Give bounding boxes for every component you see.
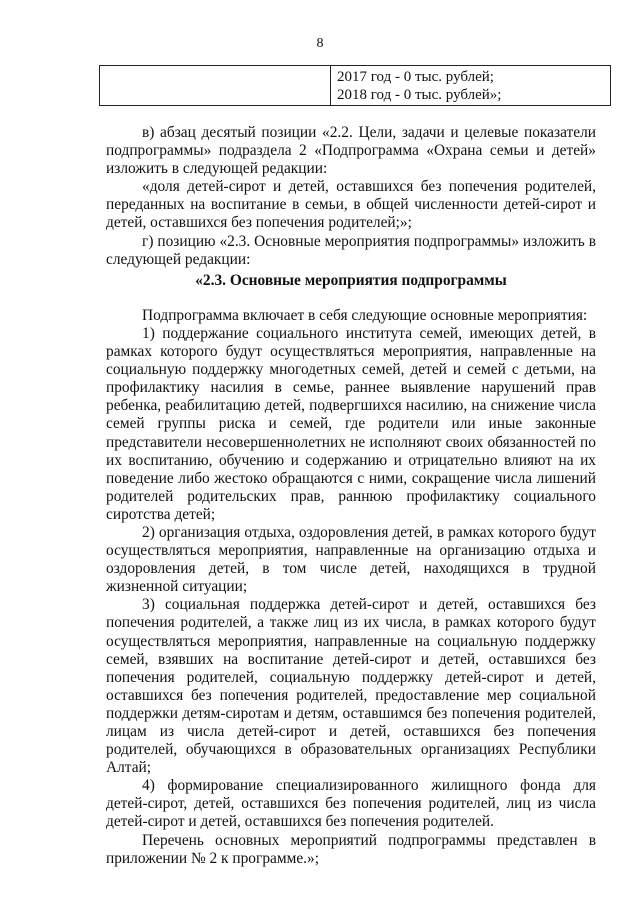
section-heading: «2.3. Основные мероприятия подпрограммы <box>195 271 507 289</box>
list-item-4: 4) формирование специализированного жилищного фонда для детей-сирот, детей, оставшихся без попечения родителей, лиц из числа детей-сирот и детей, оставшихся без попечения родителей. <box>106 777 596 831</box>
budget-table-fragment <box>99 65 611 106</box>
list-item-2: 2) организация отдыха, оздоровления детей, в рамках которого будут осуществляться мероприятия, направленные на организацию отдыха и оздоровления детей, в том числе детей, находящихся в трудной жизненной ситуации; <box>106 523 596 596</box>
table-row: 2018 год - 0 тыс. рублей»; <box>337 87 502 103</box>
page-number: 8 <box>316 36 324 51</box>
document-body <box>106 124 596 868</box>
paragraph-amendment-v: в) абзац десятый позиции «2.2. Цели, задачи и целевые показатели подпрограммы» подраздела 2 «Подпрограмма «Охрана семьи и детей» изложить в следующей редакции: <box>106 124 596 178</box>
table-cell-amounts <box>331 66 610 105</box>
paragraph-intro: Подпрограмма включает в себя следующие основные мероприятия: <box>142 306 588 324</box>
paragraph-closing: Перечень основных мероприятий подпрограммы представлен в приложении № 2 к программе.»; <box>106 831 596 867</box>
paragraph-amendment-g: г) позицию «2.3. Основные мероприятия подпрограммы» изложить в следующей редакции: <box>106 232 596 268</box>
paragraph-quoted-indicator: «доля детей-сирот и детей, оставшихся без попечения родителей, переданных на воспитание в семьи, в общей численности детей-сирот и детей, оставшихся без попечения родителей;»; <box>106 178 596 232</box>
table-cell-empty <box>100 66 331 105</box>
list-item-1: 1) поддержание социального института семей, имеющих детей, в рамках которого будут осуществляться мероприятия, направленные на социальную поддержку многодетных семей, детей и семей с детьми, на профилактику насилия в семье, раннее выявление нарушений прав ребенка, реабилитацию детей, подвергшихся насилию, на снижение числа семей группы риска и семей, где родители или иные законные представители несовершеннолетних не исполняют своих обязанностей по их воспитанию, обучению и содержанию и отрицательно влияют на их поведение либо жестоко обращаются с ними, сокращение числа лишений родителей родительских прав, раннюю профилактику социального сиротства детей; <box>106 324 596 523</box>
list-item-3: 3) социальная поддержка детей-сирот и детей, оставшихся без попечения родителей, а также лиц из их числа, в рамках которого будут осуществляться мероприятия, направленные на социальную поддержку семей, взявших на воспитание детей-сирот и детей, оставшихся без попечения родителей, социальную поддержку детей-сирот и детей, оставшихся без попечения родителей, предоставление мер социальной поддержки детям-сиротам и детям, оставшимся без попечения родителей, лицам из числа детей-сирот и детей, оставшихся без попечения родителей, обучающихся в образовательных организациях Республики Алтай; <box>106 596 596 777</box>
table-row: 2017 год - 0 тыс. рублей; <box>337 69 494 85</box>
